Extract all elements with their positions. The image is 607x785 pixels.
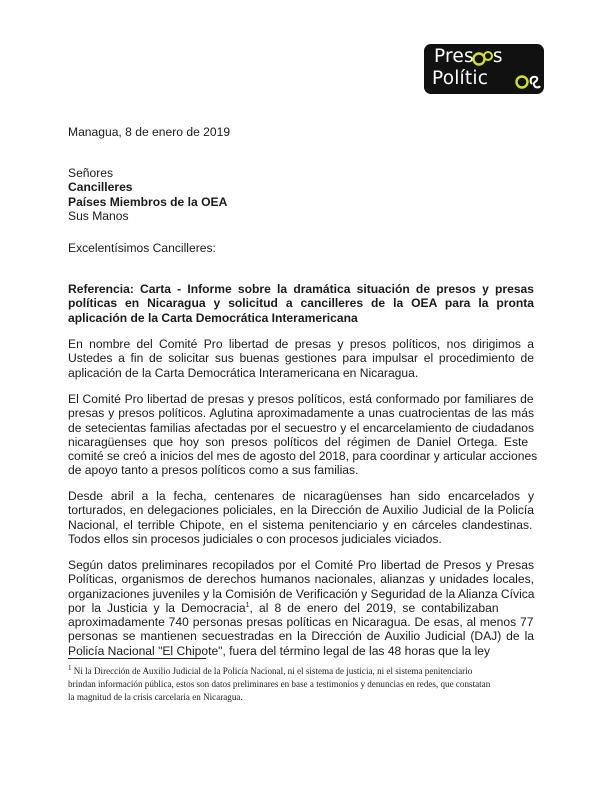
paragraph-line: Ustedes a fin de solicitar sus buenas gestiones para impulsar el procedimiento de <box>68 351 534 366</box>
paragraph-line: aproximadamente 740 personas presas políticas en Nicaragua. De esas, al menos 77 <box>68 615 534 630</box>
reference-line: políticas en Nicaragua y solicitud a cancilleres de la OEA para la pronta <box>68 296 534 311</box>
handcuff-icon <box>514 70 542 92</box>
paragraph-line: Todos ellos sin procesos judiciales o con procesos judiciales viciados. <box>68 531 442 546</box>
paragraph-line: Policía Nacional "El Chipote", fuera del término legal de las 48 horas que la ley <box>68 643 491 658</box>
footnote-line: la magnitud de la crisis carcelaria en Nicaragua. <box>68 692 243 702</box>
paragraph-line: Nacional, el terrible Chipote, en el sistema penitenciario y en cárceles clandestinas. <box>68 517 533 532</box>
paragraph-line: personas se mantienen secuestradas en la Dirección de Auxilio Judicial (DAJ) de la <box>68 629 534 644</box>
footnote-divider <box>68 658 206 659</box>
paragraph-line: nicaragüenses que hoy son presos políticos del régimen de Daniel Ortega. Este <box>68 434 529 449</box>
paragraph-line: El Comité Pro libertad de presas y presos políticos, está conformado por familiares de <box>68 392 534 406</box>
paragraph-2 <box>68 392 538 478</box>
logo-text-line1: Pres <box>434 46 474 67</box>
recipient-block <box>68 166 534 223</box>
handcuff-icon <box>472 49 494 67</box>
presos-politicos-logo <box>424 44 544 94</box>
paragraph-line: Desde abril a la fecha, centenares de nicaragüenses han sido encarcelados y <box>68 489 534 503</box>
reference-line: Referencia: Carta - Informe sobre la dramática situación de presos y presas <box>68 282 534 296</box>
paragraph-line: comité se creó a inicios del mes de agosto del 2018, para coordinar y articular acciones <box>68 449 538 464</box>
footnote-line: brindan información pública, estos son datos preliminares en base a testimonios y denuncias en redes, que constatan <box>68 679 491 689</box>
paragraph-4 <box>68 558 534 658</box>
paragraph-line: torturados, en delegaciones policiales, en la Dirección de Auxilio Judicial de la Policía <box>68 503 534 518</box>
footnote <box>68 665 538 704</box>
logo-text-line1-end: s <box>492 46 503 67</box>
paragraph-3 <box>68 489 534 546</box>
logo-text-line2: Polític <box>432 68 489 89</box>
paragraph-line: presas y presos políticos. Aglutina aproximadamente a unas cuatrocientas de las más <box>68 406 534 421</box>
footnote-ref: 1 <box>245 601 250 609</box>
recipient-line-2: Países Miembros de la OEA <box>68 194 228 209</box>
footnote-line: Ni la Dirección de Auxilio Judicial de la Policía Nacional, ni el sistema de justicia, ni el sistema penitenciario <box>71 666 473 676</box>
paragraph-line: aplicación de la Carta Democrática Interamericana en Nicaragua. <box>68 365 419 380</box>
recipient-line-3: Sus Manos <box>68 208 129 223</box>
reference-line: aplicación de la Carta Democrática Interamericana <box>68 310 358 325</box>
paragraph-1 <box>68 337 534 380</box>
date-line: Managua, 8 de enero de 2019 <box>68 125 231 139</box>
recipient-salutation: Señores <box>68 166 114 180</box>
paragraph-line: Políticas, organismos de derechos humanos nacionales, alianzas y unidades locales, <box>68 572 534 587</box>
greeting: Excelentísimos Cancilleres: <box>68 241 216 255</box>
paragraph-line: Según datos preliminares recopilados por el Comité Pro libertad de Presos y Presas <box>68 558 534 572</box>
footnote-number: 1 <box>68 663 72 672</box>
reference-block <box>68 282 534 325</box>
recipient-line-1: Cancilleres <box>68 180 133 195</box>
paragraph-line: de setecientas familias afectadas por el secuestro y el encarcelamiento de ciudadanos <box>68 420 534 435</box>
paragraph-line: En nombre del Comité Pro libertad de presas y presos políticos, nos dirigimos a <box>68 337 534 351</box>
paragraph-line: por la Justicia y la Democracia$^1$, al 8 de enero del 2019, se contabilizaban <box>68 600 499 615</box>
paragraph-line: organizaciones juveniles y la Comisión de Verificación y Seguridad de la Alianza Cívica <box>68 586 535 601</box>
paragraph-line: de apoyo tanto a presos políticos como a sus familias. <box>68 463 359 478</box>
